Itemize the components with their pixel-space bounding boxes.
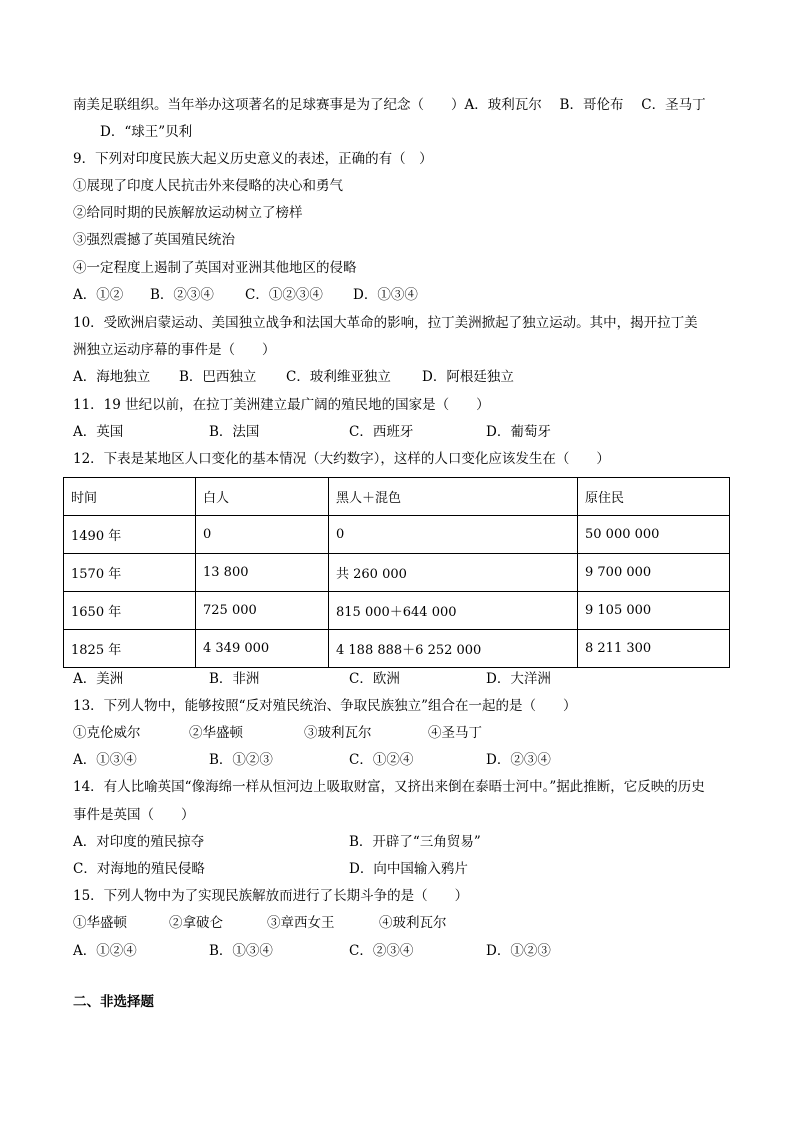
q15-item: ②拿破仑 (169, 915, 223, 931)
q13-stem: 13．下列人物中，能够按照“反对殖民统治、争取民族独立”组合在一起的是（ ） (73, 698, 577, 714)
q12-option-b: B．非洲 (209, 671, 260, 687)
table-row (64, 554, 730, 592)
table-header: 原住民 (578, 478, 730, 516)
q14-option-d: D．向中国输入鸦片 (349, 861, 468, 877)
section-title: 二、非选择题 (73, 994, 154, 1010)
q9-option-d: D．①③④ (353, 287, 418, 303)
q13-item: ①克伦威尔 (73, 725, 141, 741)
q9-item-3: ③强烈震撼了英国殖民统治 (73, 232, 235, 248)
q15-item: ③章西女王 (267, 915, 335, 931)
table-header-row (64, 478, 730, 516)
q9-option-b: B．②③④ (150, 287, 214, 303)
q13-item: ③玻利瓦尔 (304, 725, 372, 741)
q12-option-a: A．美洲 (73, 671, 124, 687)
q14-stem-line1: 14．有人比喻英国“像海绵一样从恒河边上吸取财富，又挤出来倒在泰晤士河中。”据此推断，它反映的历史 (73, 779, 705, 795)
table-header: 白人 (196, 478, 329, 516)
q12-option-d: D．大洋洲 (486, 671, 551, 687)
q13-item: ②华盛顿 (189, 725, 243, 741)
table-row (64, 516, 730, 554)
q12-option-c: C．欧洲 (349, 671, 400, 687)
q9-item-2: ②给同时期的民族解放运动树立了榜样 (73, 205, 303, 221)
q15-option-c: C．②③④ (349, 943, 414, 959)
q8-option-d: D．“球王”贝利 (100, 124, 193, 140)
q15-option-b: B．①③④ (209, 943, 273, 959)
q15-item: ①华盛顿 (73, 915, 127, 931)
q12-stem: 12．下表是某地区人口变化的基本情况（大约数字），这样的人口变化应该发生在（ ） (73, 451, 610, 467)
table-cell: 1650 年 (64, 592, 196, 630)
table-cell: 1570 年 (64, 554, 196, 592)
table-header: 时间 (64, 478, 196, 516)
q9-item-4: ④一定程度上遏制了英国对亚洲其他地区的侵略 (73, 260, 357, 276)
q13-option-a: A．①③④ (73, 752, 137, 768)
q10-stem-line2: 洲独立运动序幕的事件是（ ） (73, 342, 276, 358)
table-cell: 725 000 (196, 592, 329, 630)
q14-option-a: A．对印度的殖民掠夺 (73, 834, 205, 850)
q9-item-1: ①展现了印度人民抗击外来侵略的决心和勇气 (73, 178, 343, 194)
table-cell: 0 (329, 516, 578, 554)
q10-option-d: D．阿根廷独立 (422, 369, 514, 385)
q10-stem-line1: 10．受欧洲启蒙运动、美国独立战争和法国大革命的影响，拉丁美洲掀起了独立运动。其中，揭开拉丁美 (73, 315, 698, 331)
population-table (63, 477, 730, 668)
table-cell: 1490 年 (64, 516, 196, 554)
q11-stem: 11．19 世纪以前，在拉丁美洲建立最广阔的殖民地的国家是（ ） (73, 397, 490, 413)
q13-item: ④圣马丁 (428, 725, 482, 741)
q14-stem-line2: 事件是英国（ ） (73, 807, 195, 823)
q10-option-c: C．玻利维亚独立 (286, 369, 391, 385)
table-cell: 4 349 000 (196, 630, 329, 668)
q13-option-b: B．①②③ (209, 752, 273, 768)
q15-stem: 15．下列人物中为了实现民族解放而进行了长期斗争的是（ ） (73, 888, 469, 904)
table-cell: 9 700 000 (578, 554, 730, 592)
q8-text: 南美足联组织。当年举办这项著名的足球赛事是为了纪念（ ）A．玻利瓦尔 B．哥伦布 C．圣马丁 (73, 97, 706, 113)
q11-option-b: B．法国 (209, 424, 260, 440)
table-cell: 50 000 000 (578, 516, 730, 554)
q9-stem: 9．下列对印度民族大起义历史意义的表述，正确的有（ ） (73, 151, 433, 167)
q14-option-b: B．开辟了“三角贸易” (349, 834, 481, 850)
q9-option-a: A．①② (73, 287, 124, 303)
q15-item: ④玻利瓦尔 (379, 915, 447, 931)
table-header: 黑人＋混色 (329, 478, 578, 516)
q10-option-a: A．海地独立 (73, 369, 151, 385)
table-cell: 共 260 000 (329, 554, 578, 592)
q15-option-d: D．①②③ (486, 943, 551, 959)
q13-option-c: C．①②④ (349, 752, 414, 768)
table-cell: 13 800 (196, 554, 329, 592)
q13-option-d: D．②③④ (486, 752, 551, 768)
q14-option-c: C．对海地的殖民侵略 (73, 861, 205, 877)
q11-option-c: C．西班牙 (349, 424, 414, 440)
table-cell: 1825 年 (64, 630, 196, 668)
q15-option-a: A．①②④ (73, 943, 137, 959)
table-row (64, 630, 730, 668)
table-cell: 0 (196, 516, 329, 554)
q9-option-c: C．①②③④ (245, 287, 323, 303)
q11-option-a: A．英国 (73, 424, 124, 440)
table-cell: 9 105 000 (578, 592, 730, 630)
table-cell: 815 000＋644 000 (329, 592, 578, 630)
q11-option-d: D．葡萄牙 (486, 424, 551, 440)
table-row (64, 592, 730, 630)
table-cell: 8 211 300 (578, 630, 730, 668)
table-cell: 4 188 888＋6 252 000 (329, 630, 578, 668)
q10-option-b: B．巴西独立 (179, 369, 257, 385)
